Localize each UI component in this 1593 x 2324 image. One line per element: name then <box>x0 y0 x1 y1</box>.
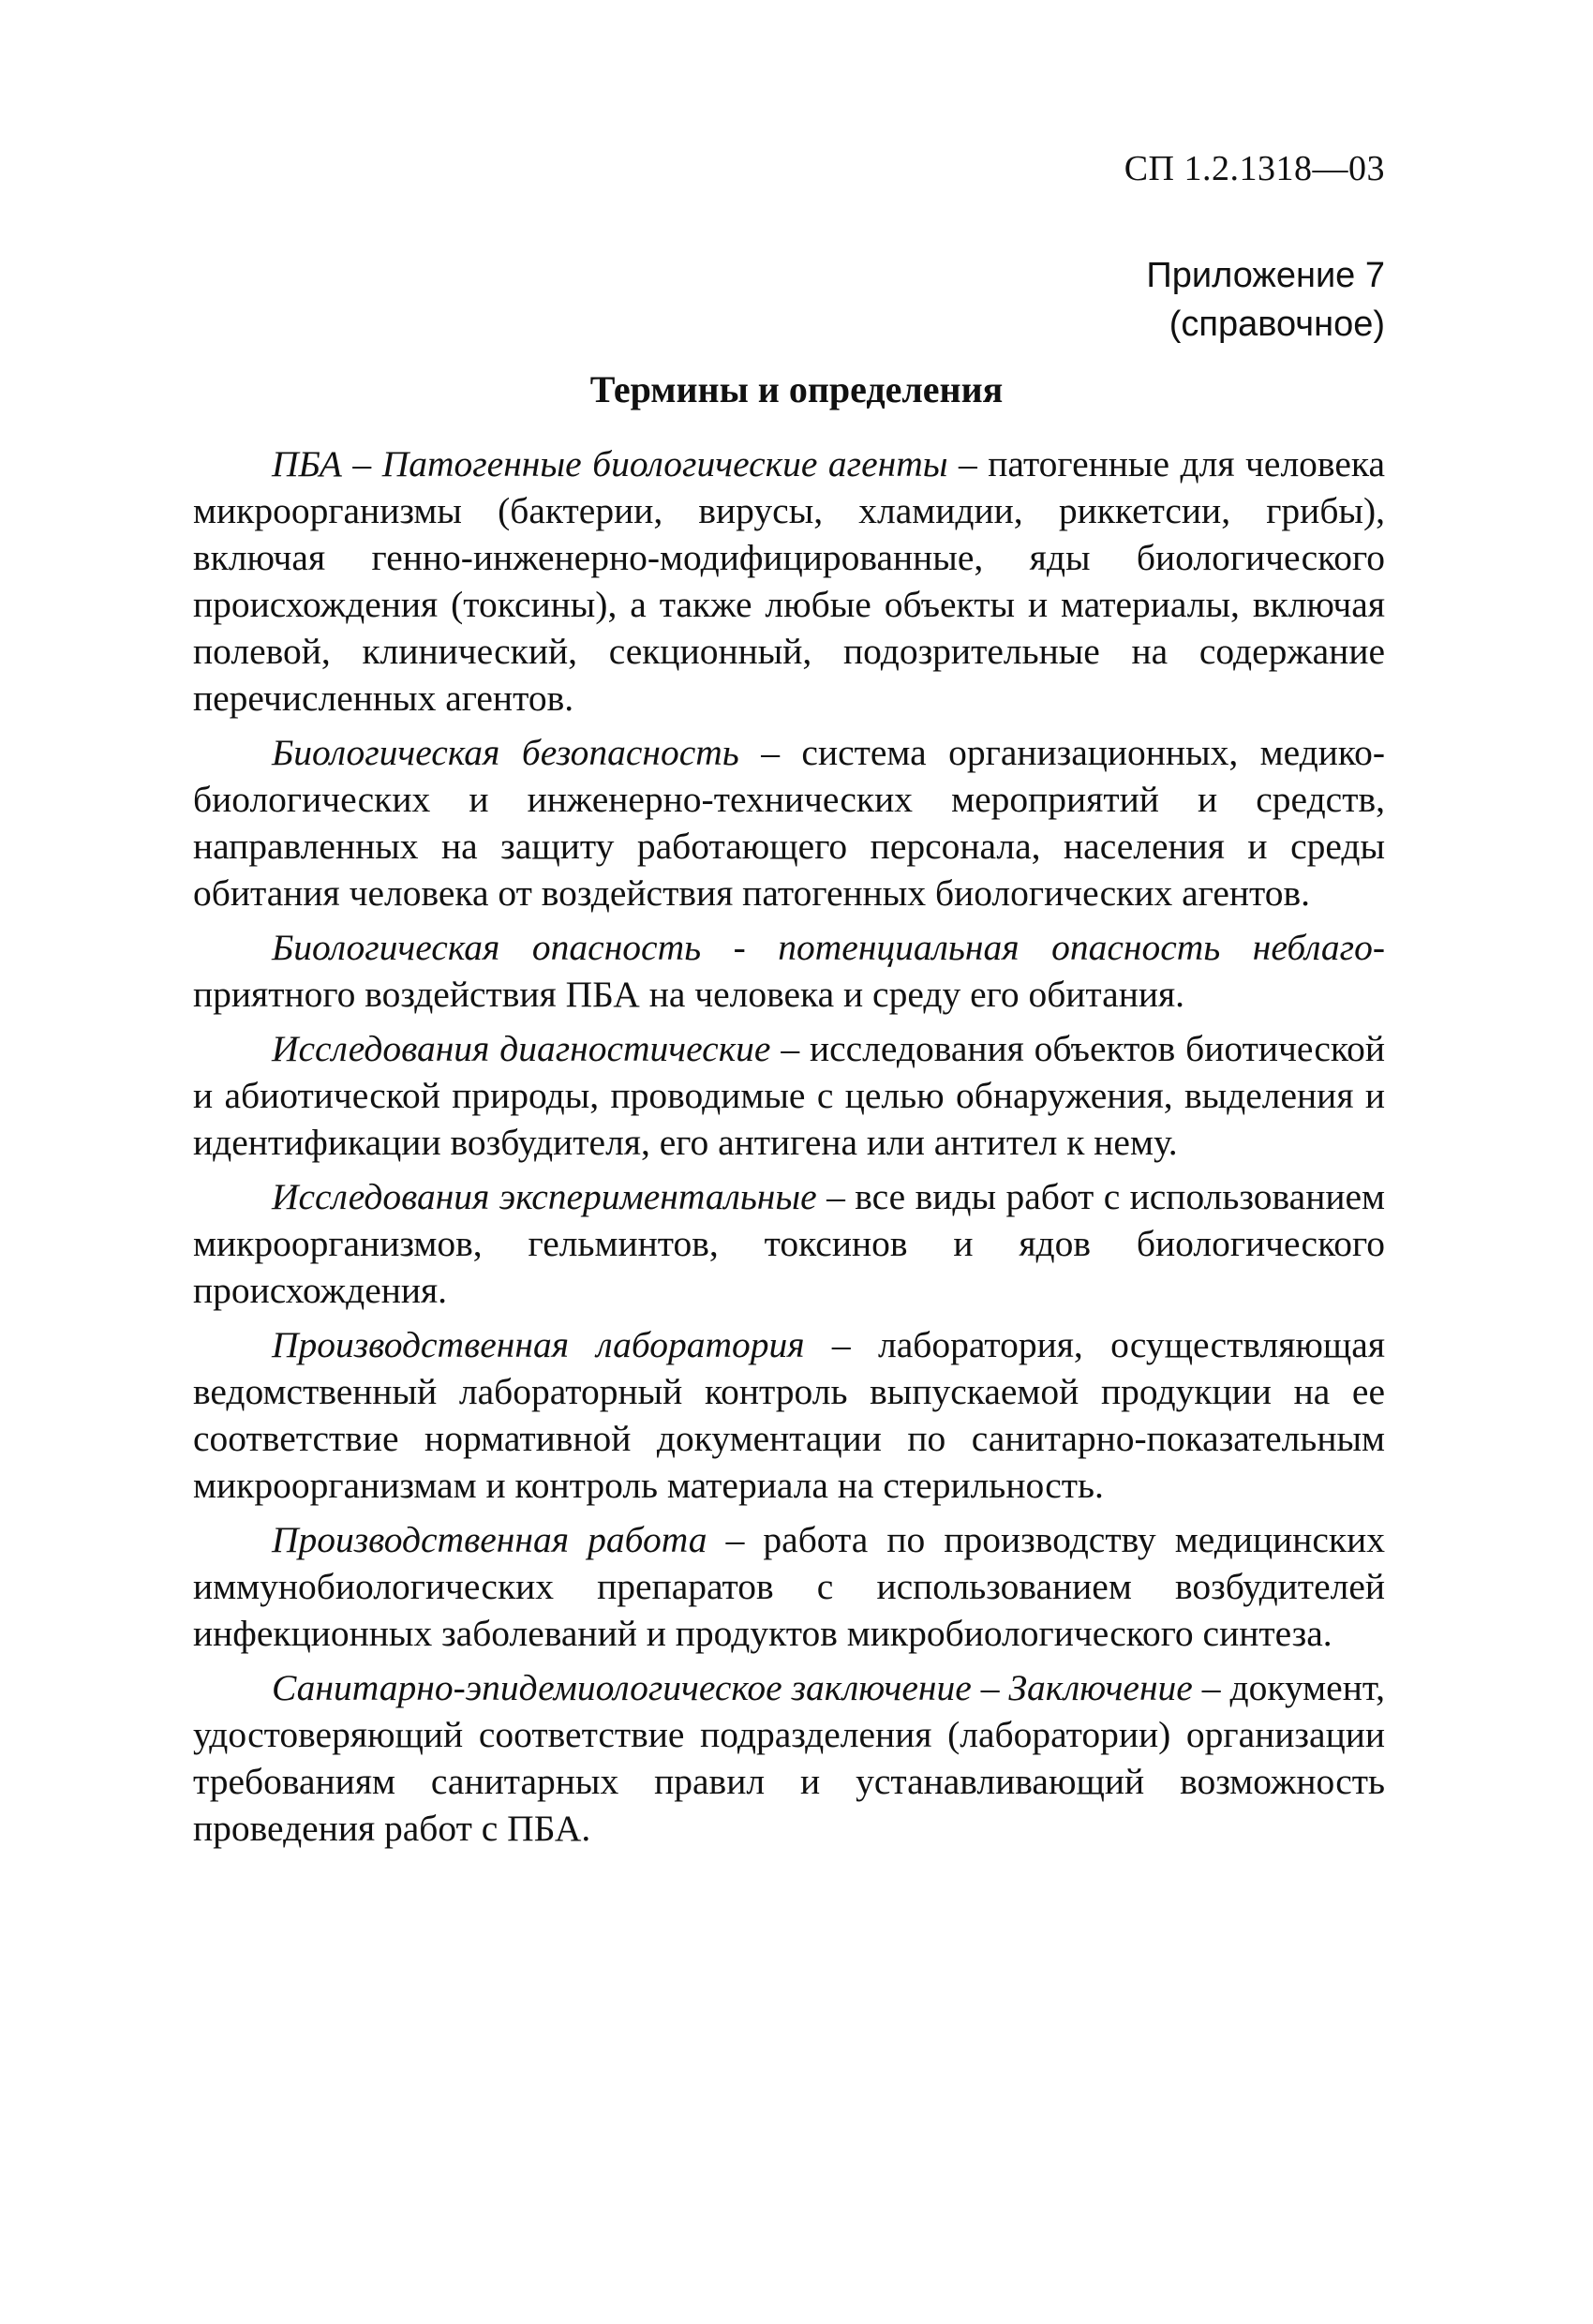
definition-text: исследования объектов биотической и абиотической природы, проводимые с целью обнаружения, выделения и идентификации возбудителя, его антигена или антител к нему. <box>193 1028 1386 1163</box>
definition-separator: - <box>701 927 779 968</box>
definition-term: Исследования диагностические <box>272 1028 771 1069</box>
definition-text: все виды работ с использованием микроорганизмов, гельминтов, токсинов и ядов биологического происхождения. <box>193 1176 1385 1311</box>
definition-paragraph <box>193 1025 1385 1166</box>
definition-paragraph <box>193 1321 1385 1509</box>
definition-text: патогенные для человека микроорганизмы (бактерии, вирусы, хламидии, риккетсии, грибы), включая генно-инженерно-модифицированные, яды биологического происхождения (токсины), а также любые объекты и материалы, включая полевой, клинический, секционный, подозрительные на содержание перечисленных агентов. <box>193 443 1385 719</box>
definition-paragraph <box>193 1664 1385 1852</box>
definition-paragraph <box>193 1516 1385 1657</box>
definition-paragraph <box>193 1173 1385 1314</box>
definition-term: Биологическая опасность <box>272 927 702 968</box>
definition-term: Производственная лаборатория <box>272 1324 805 1365</box>
page-title: Термины и определения <box>589 368 1004 410</box>
definitions-list <box>193 440 1385 1859</box>
definition-separator: – <box>738 732 802 773</box>
appendix-label <box>1146 251 1385 349</box>
definition-term: ПБА – Патогенные биологические агенты <box>272 443 948 484</box>
definition-separator: – <box>770 1028 810 1069</box>
definition-separator: – <box>816 1176 856 1217</box>
definition-separator: – <box>947 443 989 484</box>
document-code: СП 1.2.1318—03 <box>1124 149 1385 188</box>
appendix-number: Приложение 7 <box>1146 256 1385 295</box>
definition-text: лаборатория, осуществляющая ведомственный лабораторный контроль выпускаемой продукции на ее соответствие нормативной документации по санитарно-показательным микроорганизмам и контроль материала на стерильность. <box>193 1324 1386 1506</box>
definition-paragraph <box>193 924 1385 1018</box>
definition-separator: – <box>804 1324 879 1365</box>
definition-text: приятного воздействия ПБА на человека и среду его обитания. <box>193 974 1185 1015</box>
appendix-type: (справочное) <box>1169 305 1385 344</box>
definition-text: система организационных, медико-биологических и инженерно-технических мероприятий и средств, направленных на защиту работающего персонала, населения и среды обитания человека от воздействия патогенных биологических агентов. <box>193 732 1385 914</box>
definition-text: работа по производству медицинских иммунобиологических препаратов с использованием возбудителей инфекционных заболеваний и продуктов микробиологического синтеза. <box>193 1519 1385 1654</box>
definition-term: Исследования экспериментальные <box>272 1176 817 1217</box>
definition-paragraph <box>193 440 1385 722</box>
definition-term: Санитарно-эпидемиологическое заключение – Заключение <box>272 1667 1193 1708</box>
definition-separator: – <box>1192 1667 1230 1708</box>
definition-paragraph <box>193 729 1385 916</box>
definition-term: Производственная работа <box>272 1519 707 1560</box>
definition-separator: – <box>707 1519 764 1560</box>
definition-text-italic: потенциальная опасность неблаго- <box>778 927 1386 968</box>
definition-term: Биологическая безопасность <box>272 732 739 773</box>
definition-text: документ, удостоверяющий соответствие подразделения (лаборатории) организации требованиям санитарных правил и устанавливающий возможность проведения работ с ПБА. <box>193 1667 1386 1849</box>
